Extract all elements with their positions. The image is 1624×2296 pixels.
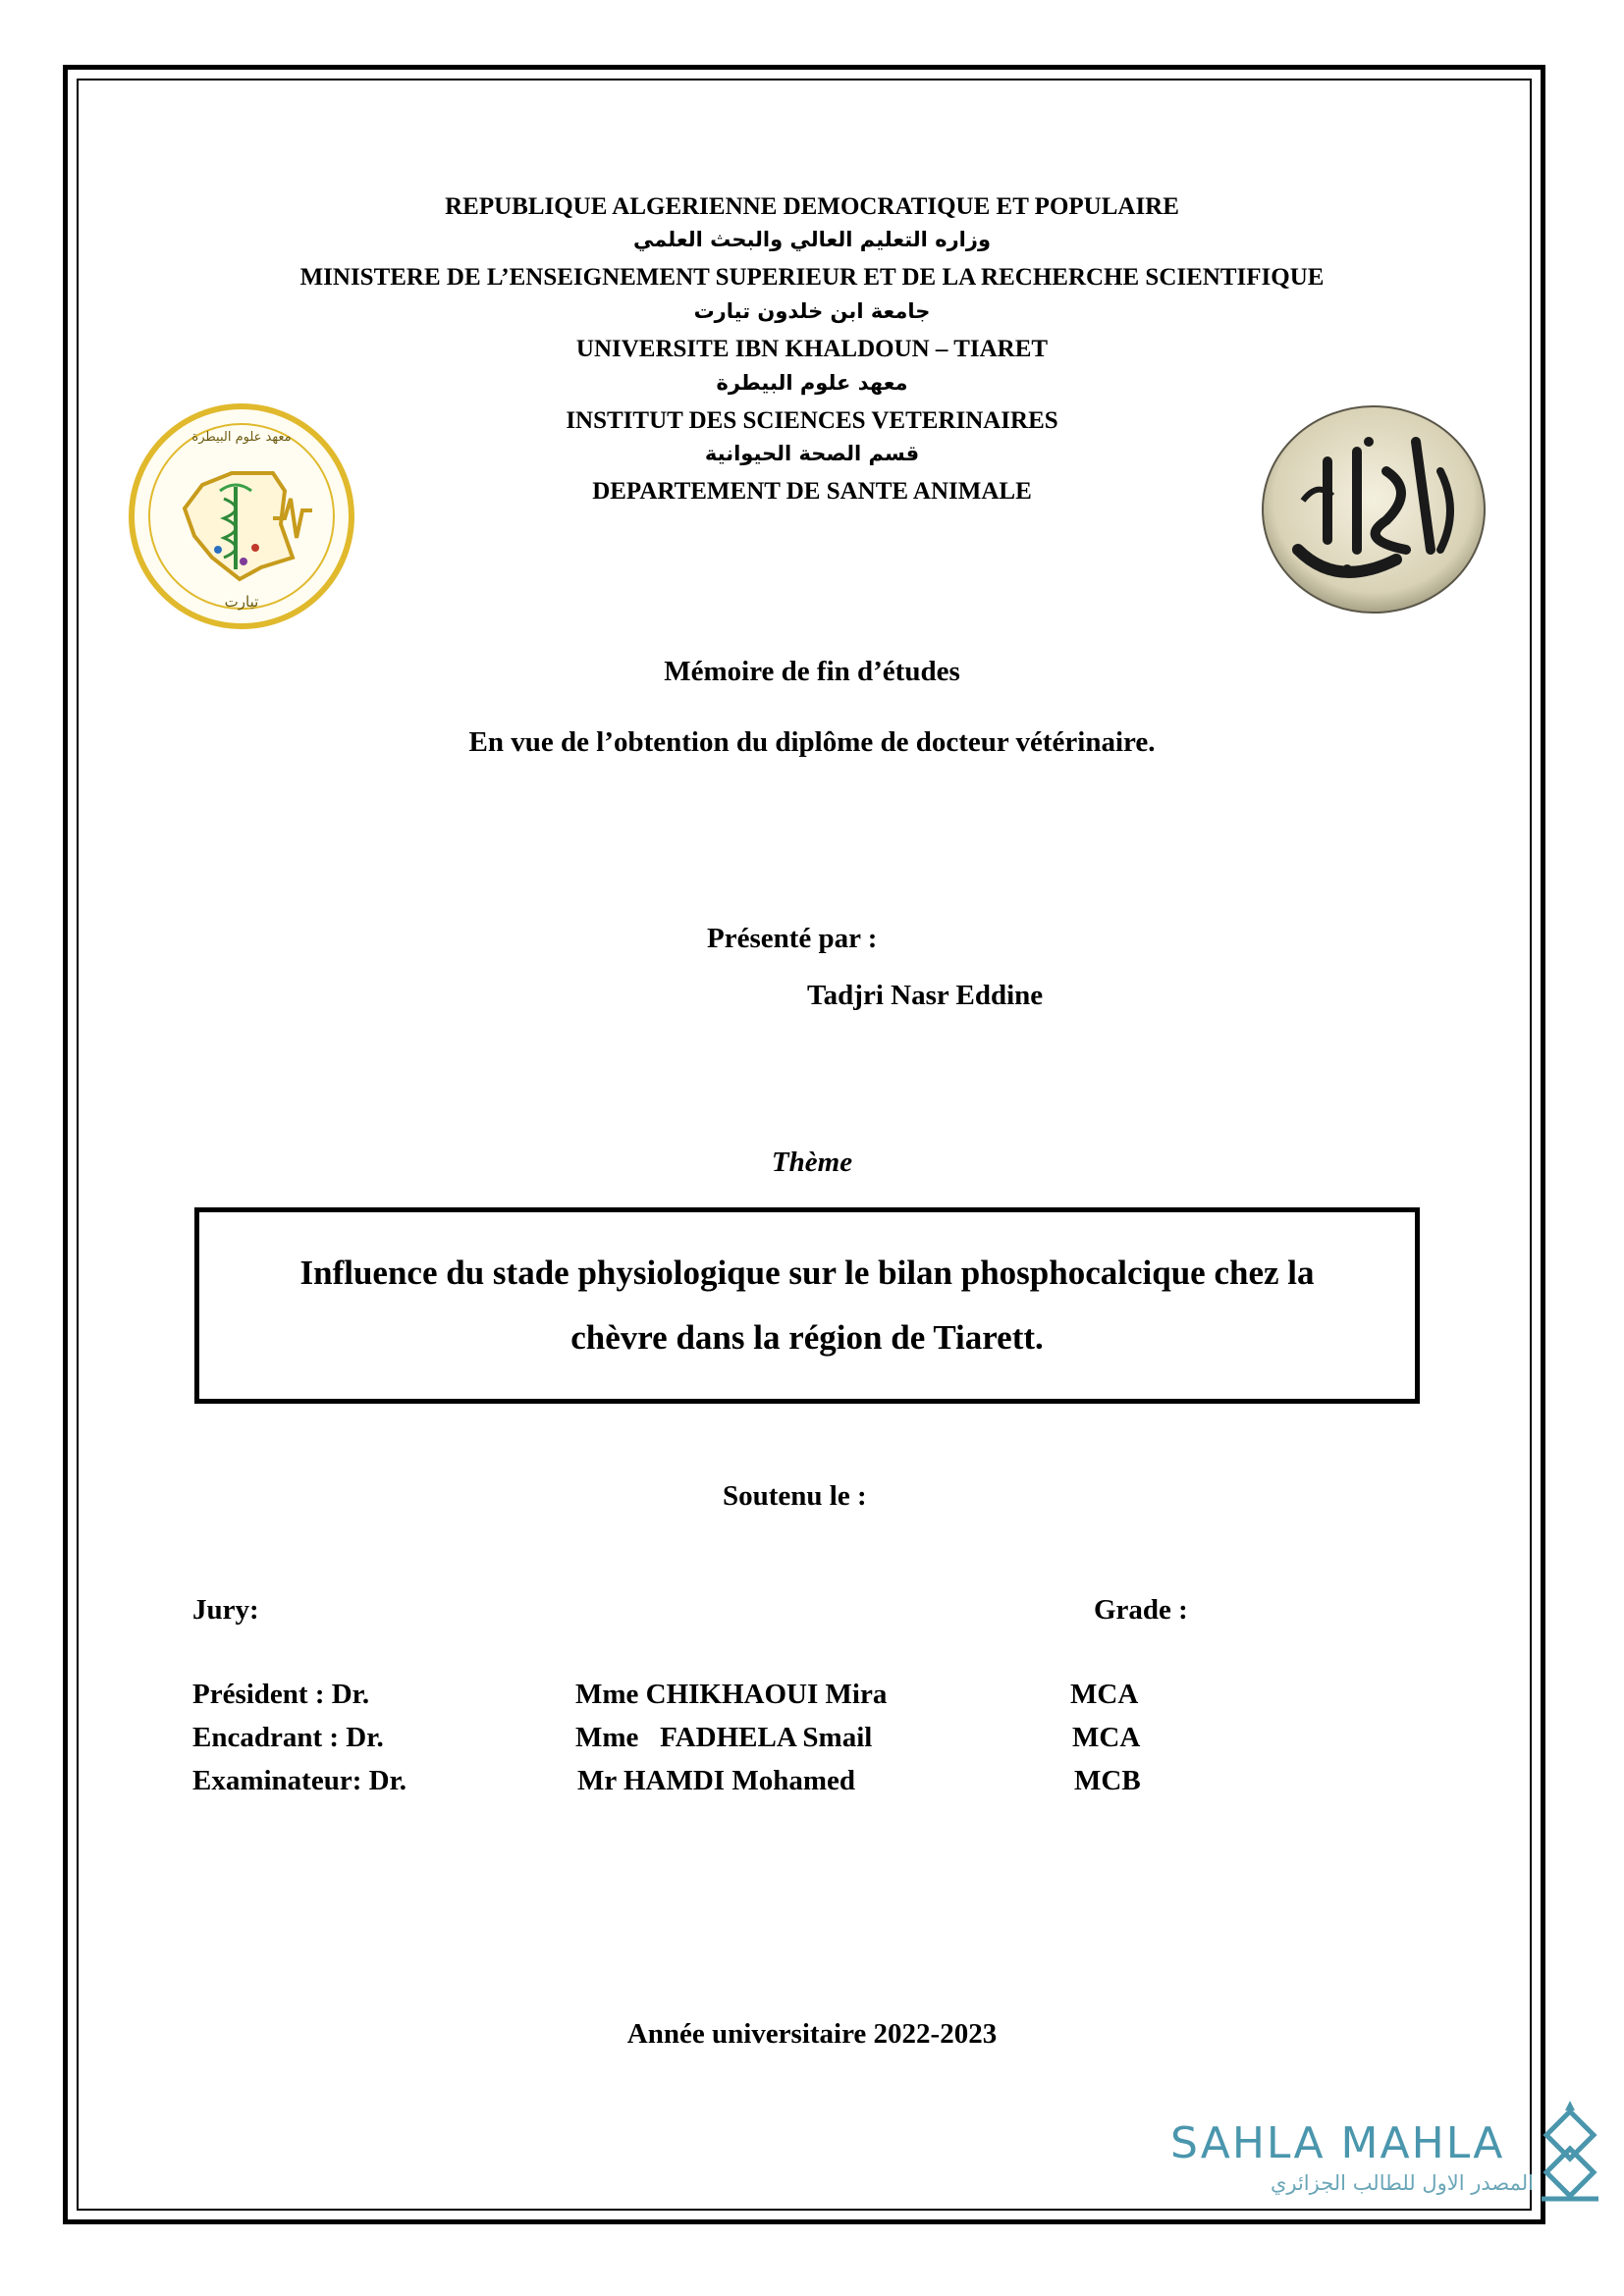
presented-by-label: Présenté par : [707, 923, 878, 954]
university-logo [1259, 402, 1489, 616]
watermark-brand: SAHLA MAHLA [1170, 2118, 1505, 2168]
jury-label: Jury: [192, 1594, 259, 1626]
page-border-inner [77, 79, 1532, 2211]
university-logo-emblem [1259, 402, 1489, 616]
grade-label: Grade : [1094, 1594, 1188, 1626]
republic-line: REPUBLIQUE ALGERIENNE DEMOCRATIQUE ET POPULAIRE [445, 193, 1179, 220]
theme-title-line-1: Influence du stade physiologique sur le bilan phosphocalcique chez la [299, 1254, 1315, 1292]
theme-box [194, 1207, 1420, 1404]
jury-grade-1: MCA [1070, 1679, 1139, 1710]
jury-name-3: Mr HAMDI Mohamed [577, 1765, 855, 1796]
theme-label: Thème [771, 1147, 853, 1178]
department-line: DEPARTEMENT DE SANTE ANIMALE [592, 478, 1032, 505]
institute-logo [126, 400, 357, 632]
institute-logo-bottom-text: تيارت [224, 593, 259, 611]
university-line: UNIVERSITE IBN KHALDOUN – TIARET [575, 336, 1049, 362]
ministry-line: MINISTERE DE L’ENSEIGNEMENT SUPERIEUR ET DE LA RECHERCHE SCIENTIFIQUE [299, 264, 1325, 291]
jury-role-3: Examinateur: Dr. [192, 1765, 407, 1796]
watermark-emblem-icon [1532, 2097, 1608, 2209]
jury-role-2: Encadrant : Dr. [192, 1722, 384, 1753]
jury-role-1: Président : Dr. [192, 1679, 370, 1710]
jury-name-2: Mme FADHELA Smail [575, 1722, 873, 1753]
department-arabic-line: قسم الصحة الحيوانية [704, 442, 920, 465]
university-arabic-line: جامعة ابن خلدون تيارت [693, 299, 931, 323]
jury-grade-3: MCB [1074, 1765, 1141, 1796]
watermark-tagline: المصدر الاول للطالب الجزائري [1270, 2171, 1534, 2195]
memoire-title: Mémoire de fin d’études [664, 656, 960, 687]
memoire-subtitle: En vue de l’obtention du diplôme de docteur vétérinaire. [468, 726, 1156, 758]
defense-date-label: Soutenu le : [723, 1480, 867, 1512]
institute-logo-ring-text: معهد علوم البيطرة [191, 430, 292, 445]
ministry-arabic-line: وزاره التعليم العالي والبحث العلمي [632, 228, 992, 251]
jury-name-1: Mme CHIKHAOUI Mira [575, 1679, 888, 1710]
theme-title-line-2: chèvre dans la région de Tiarett. [570, 1318, 1044, 1357]
academic-year: Année universitaire 2022-2023 [626, 2018, 998, 2050]
presenter-name: Tadjri Nasr Eddine [807, 980, 1044, 1011]
institute-arabic-line: معهد علوم البيطرة [716, 371, 908, 395]
institute-line: INSTITUT DES SCIENCES VETERINAIRES [566, 407, 1058, 434]
jury-grade-2: MCA [1072, 1722, 1141, 1753]
theme-title [208, 1241, 1406, 1370]
